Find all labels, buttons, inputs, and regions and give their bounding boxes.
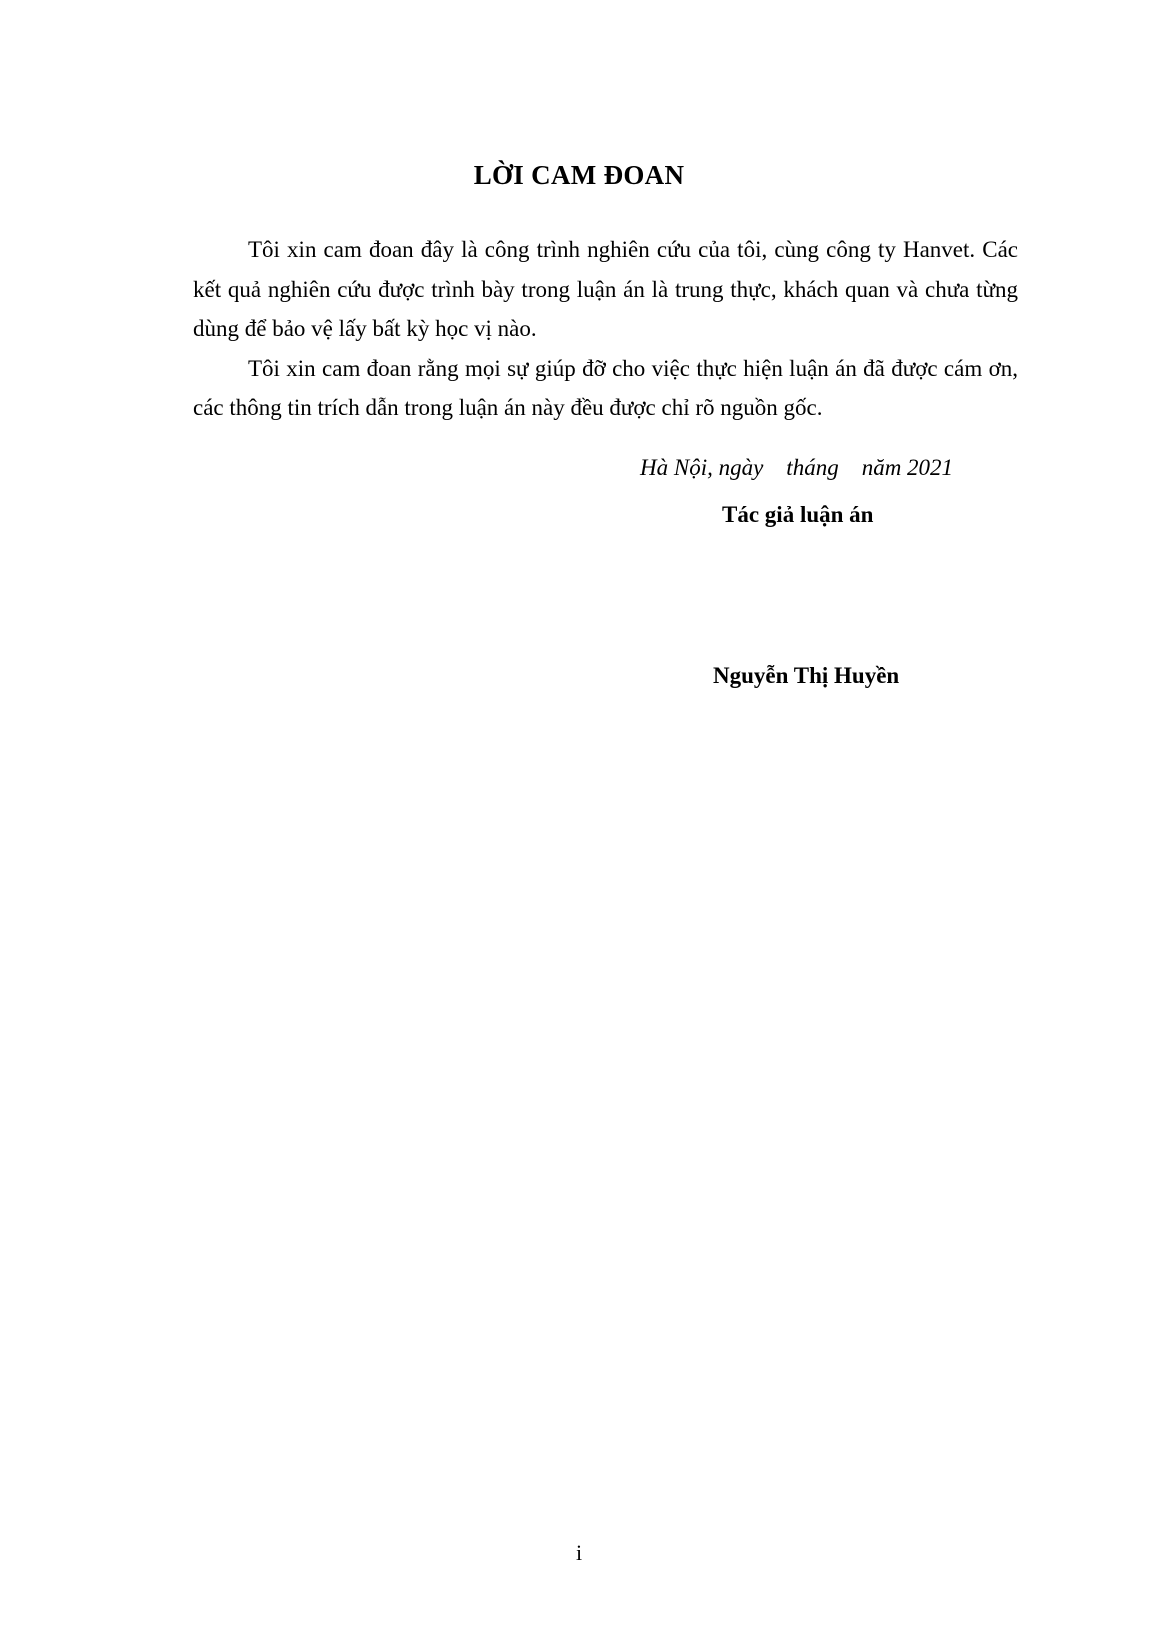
declaration-paragraph: Tôi xin cam đoan đây là công trình nghiên cứu của tôi, cùng công ty Hanvet. Các kết quả nghiên cứu được trình bày trong luận án là trung thực, khách quan và chưa từng dùng để bảo vệ lấy bất kỳ học vị nào. bbox=[193, 237, 1018, 341]
date-line: Hà Nội, ngày tháng năm 2021 bbox=[640, 455, 954, 480]
declaration-body bbox=[193, 230, 1018, 428]
page-number: i bbox=[575, 1540, 583, 1565]
declaration-paragraph: Tôi xin cam đoan rằng mọi sự giúp đỡ cho việc thực hiện luận án đã được cám ơn, các thông tin trích dẫn trong luận án này đều được chỉ rõ nguồn gốc. bbox=[193, 355, 1018, 420]
author-name: Nguyễn Thị Huyền bbox=[713, 663, 900, 688]
page-title: LỜI CAM ĐOAN bbox=[473, 160, 685, 190]
author-label: Tác giả luận án bbox=[722, 502, 874, 527]
